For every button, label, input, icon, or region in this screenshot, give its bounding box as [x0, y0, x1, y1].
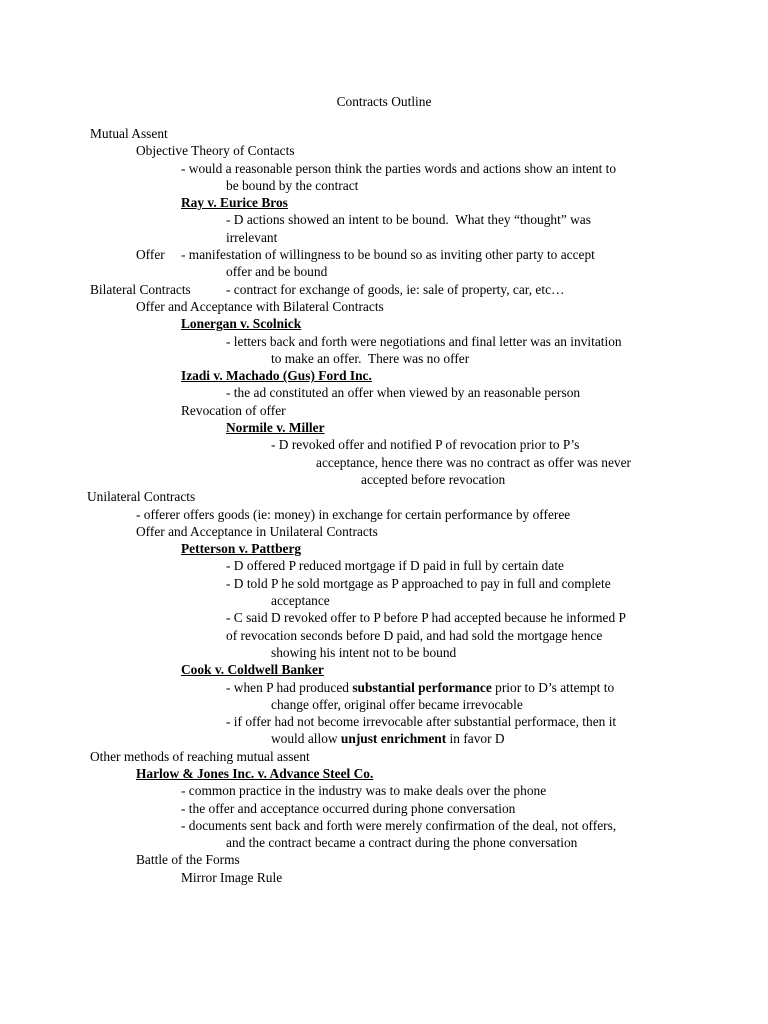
heading-unilateral-contracts: Unilateral Contracts [87, 489, 196, 505]
outline-text: and the contract became a contract during the phone conversation [226, 835, 578, 851]
outline-body [87, 125, 680, 886]
case-name: Normile v. Miller [226, 420, 325, 436]
outline-text: - the offer and acceptance occurred during phone conversation [181, 800, 516, 816]
outline-text: to make an offer. There was no offer [271, 350, 470, 366]
outline-text: - C said D revoked offer to P before P had accepted because he informed P [226, 610, 626, 626]
subheading-offer-acceptance-unilateral: Offer and Acceptance in Unilateral Contracts [136, 523, 378, 539]
case-title-izadi [90, 367, 680, 384]
outline-text: irrelevant [226, 229, 278, 245]
heading-other-methods: Other methods of reaching mutual assent [90, 748, 310, 764]
case-name: Petterson v. Pattberg [181, 541, 302, 557]
case-title-cook [90, 661, 680, 678]
outline-text: - D actions showed an intent to be bound. What they “thought” was [226, 212, 591, 228]
outline-text: acceptance, hence there was no contract as offer was never [316, 454, 632, 470]
subheading-objective-theory: Objective Theory of Contacts [136, 143, 295, 159]
text-part: prior to D’s attempt to [491, 679, 615, 695]
case-name: Izadi v. Machado (Gus) Ford Inc. [181, 368, 372, 384]
outline-text: - offerer offers goods (ie: money) in exchange for certain performance by offeree [136, 506, 571, 522]
outline-text: - common practice in the industry was to make deals over the phone [181, 783, 547, 799]
outline-text: showing his intent not to be bound [271, 644, 457, 660]
heading-mutual-assent: Mutual Assent [90, 126, 168, 141]
term-label: Offer [136, 247, 165, 263]
outline-text: - D revoked offer and notified P of revocation prior to P’s [271, 437, 580, 453]
text-part: in favor D [446, 731, 505, 747]
case-name: Cook v. Coldwell Banker [181, 662, 324, 678]
text-part: - when P had produced [226, 679, 353, 695]
case-title-petterson [90, 540, 680, 557]
case-title-harlow-jones [90, 765, 680, 782]
outline-text: acceptance [271, 593, 330, 609]
term-definition: - manifestation of willingness to be bound so as inviting other party to accept [181, 247, 595, 263]
outline-text: be bound by the contract [226, 177, 359, 193]
subheading-revocation: Revocation of offer [181, 402, 286, 418]
term-definition: - contract for exchange of goods, ie: sale of property, car, etc… [226, 281, 565, 297]
outline-text: - D told P he sold mortgage as P approached to pay in full and complete [226, 575, 611, 591]
outline-text: - if offer had not become irrevocable after substantial performace, then it [226, 714, 617, 730]
page-title: Contracts Outline [336, 94, 432, 109]
outline-text: accepted before revocation [361, 471, 506, 487]
outline-text: - documents sent back and forth were merely confirmation of the deal, not offers, [181, 817, 617, 833]
emphasis-text: substantial performance [352, 679, 492, 695]
outline-text: - the ad constituted an offer when viewed by an reasonable person [226, 385, 581, 401]
case-name: Harlow & Jones Inc. v. Advance Steel Co. [136, 765, 374, 781]
case-title-lonergan [90, 315, 680, 332]
outline-text: - letters back and forth were negotiations and final letter was an invitation [226, 333, 622, 349]
emphasis-text: unjust enrichment [340, 731, 447, 747]
text-part: would allow [271, 731, 341, 747]
outline-text: - D offered P reduced mortgage if D paid in full by certain date [226, 558, 564, 574]
outline-text: of revocation seconds before D paid, and had sold the mortgage hence [226, 627, 603, 643]
heading-bilateral-contracts [90, 281, 680, 298]
case-name: Ray v. Eurice Bros [181, 195, 288, 211]
case-title-ray-v-eurice [90, 194, 680, 211]
outline-text [90, 730, 680, 747]
outline-text [90, 679, 680, 696]
subheading-mirror-image-rule: Mirror Image Rule [181, 869, 283, 885]
subheading-offer-acceptance-bilateral: Offer and Acceptance with Bilateral Contracts [136, 298, 384, 314]
outline-text: offer and be bound [226, 264, 328, 280]
subheading-battle-of-forms: Battle of the Forms [136, 852, 240, 868]
term-label: Bilateral Contracts [90, 281, 191, 297]
outline-text: change offer, original offer became irrevocable [271, 696, 523, 712]
outline-text: - would a reasonable person think the parties words and actions show an intent to [181, 160, 617, 176]
offer-definition [90, 246, 680, 263]
case-name: Lonergan v. Scolnick [181, 316, 302, 332]
case-title-normile [90, 419, 680, 436]
